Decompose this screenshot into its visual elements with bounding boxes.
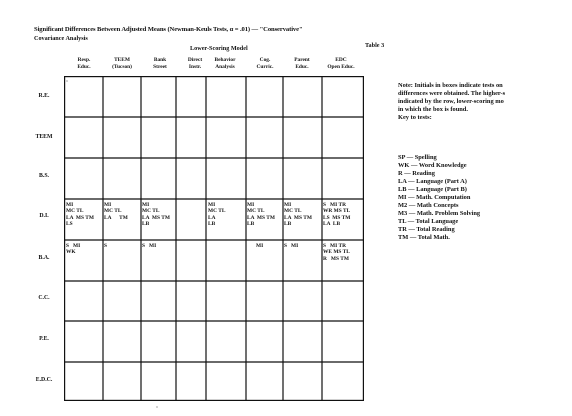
key-item: WK — Word Knowledge [398, 162, 467, 169]
significance-grid [64, 76, 364, 401]
table-cell-ba-cog-curric: MI [256, 243, 264, 249]
key-item: TM — Total Math. [398, 234, 450, 241]
lower-model-label: Lower-Scoring Model [190, 45, 248, 52]
table-cell-ba-parent-educ: S MI [284, 243, 299, 249]
column-header: TEEM (Tucson) [112, 57, 132, 70]
row-header: E.D.C. [35, 377, 53, 383]
key-item: M3 — Math. Problem Solving [398, 210, 481, 217]
key-item: LA — Language (Part A) [398, 178, 467, 185]
table-cell-ba-teem: S [104, 243, 107, 249]
note-line: indicated by the row, lower-scoring mo [398, 98, 504, 105]
key-item: LB — Language (Part B) [398, 186, 467, 193]
row-header: TEEM [35, 134, 53, 140]
row-header: B.A. [38, 255, 50, 261]
table-cell-di-bank-street: MI MC TL LA MS TM LB [142, 202, 170, 228]
column-header: Behavior Analysis [214, 57, 236, 70]
key-item: R — Reading [398, 170, 435, 177]
table-cell-di-teem: MI MC TL LA TM [104, 202, 128, 221]
table-cell-di-parent-educ: MI MC TL LA MS TM LB [284, 202, 312, 228]
row-header: C.C. [38, 295, 50, 301]
table-cell-ba-resp-educ: S MI WK [66, 243, 81, 256]
column-header: Cog. Curric. [256, 57, 274, 70]
row-header: D.I. [39, 213, 49, 219]
table-cell-di-edc: S MI TR WR MS TL LS MS TM LA LB [323, 202, 351, 228]
table-subtitle: Covariance Analysis [34, 35, 88, 42]
column-header: Resp. Educ. [77, 57, 91, 70]
row-header: P.E. [39, 336, 49, 342]
key-item: MI — Math. Computation [398, 194, 471, 201]
note-line: Key to tests: [398, 114, 432, 121]
table-cell-ba-bank-street: S MI [142, 243, 157, 249]
column-header: Parent Educ. [294, 57, 310, 70]
note-line: in which the box is found. [398, 106, 468, 113]
key-item: TR — Total Reading [398, 226, 455, 233]
table-cell-di-cog-curric: MI MC TL LA MS TM LB [247, 202, 275, 228]
scan-speck: · [66, 79, 69, 85]
table-cell-ba-edc: S MI TR WE MS TL R MS TM [323, 243, 350, 262]
scan-speck: · [156, 405, 159, 411]
note-line: Note: Initials in boxes indicate tests on [398, 82, 503, 89]
table-cell-di-resp-educ: MI MC TL LA MS TM LS [66, 202, 94, 228]
table-title: Significant Differences Between Adjusted Means (Newman-Keuls Tests, α = .01) — "Conservative" [34, 26, 303, 33]
column-header: EDC Open Educ. [327, 57, 355, 70]
column-header: Direct Instr. [187, 57, 203, 70]
row-header: B.S. [39, 173, 49, 179]
column-header: Bank Street [153, 57, 167, 70]
note-line: differences were obtained. The higher-s [398, 90, 506, 97]
key-item: TL — Total Language [398, 218, 459, 225]
row-header: R.E. [38, 93, 50, 99]
table-number: Table 3 [365, 42, 385, 49]
key-item: SP — Spelling [398, 154, 437, 161]
table-cell-di-behavior-analysis: MI MC TL LA LB [208, 202, 226, 228]
key-item: M2 — Math Concepts [398, 202, 459, 209]
